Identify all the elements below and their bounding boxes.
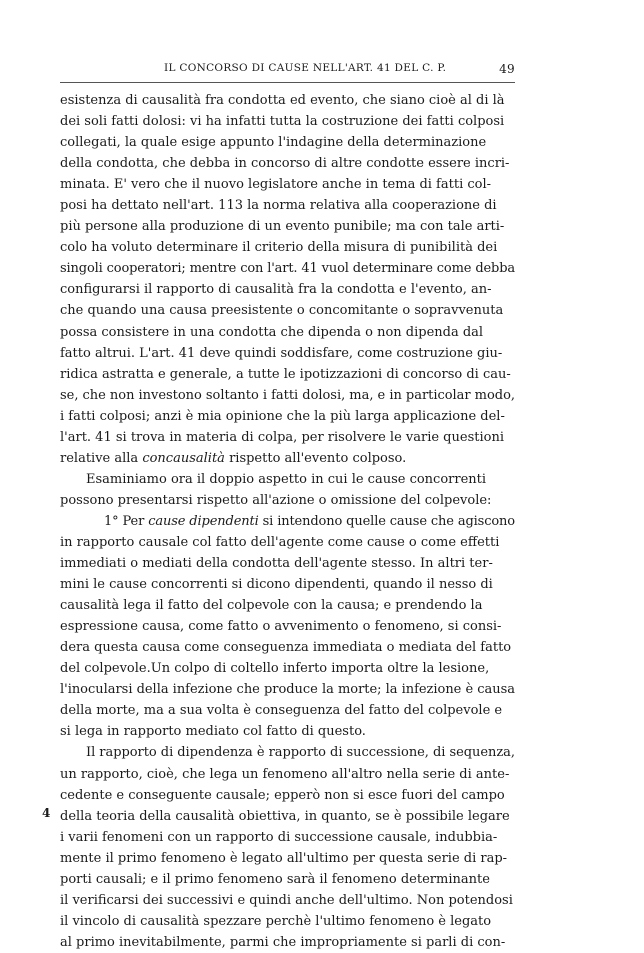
emphasis: concausalità: [142, 450, 225, 466]
text-line: un rapporto, cioè, che lega un fenomeno all'altro nella serie di ante-: [60, 766, 510, 782]
text-line: che quando una causa preesistente o concomitante o sopravvenuta: [60, 303, 504, 319]
text-line: ridica astratta e generale, a tutte le ipotizzazioni di concorso di cau-: [60, 366, 511, 382]
signature-folio: 4: [42, 806, 51, 820]
text-line: possa consistere in una condotta che dipenda o non dipenda dal: [60, 324, 484, 340]
text-line: della teoria della causalità obiettiva, in quanto, se è possibile legare: [60, 808, 510, 824]
text-line: immediati o mediati della condotta dell'agente stesso. In altri ter-: [60, 556, 493, 572]
page-header: [60, 62, 515, 78]
text-line: il vincolo di causalità spezzare perchè l'ultimo fenomeno è legato: [60, 913, 492, 929]
text-line: fatto altrui. L'art. 41 deve quindi soddisfare, come costruzione giu-: [60, 345, 503, 361]
text-line: configurarsi il rapporto di causalità fra la condotta e l'evento, an-: [60, 282, 492, 298]
text-line: esistenza di causalità fra condotta ed evento, che siano cioè al di là: [60, 93, 505, 108]
text-line: cedente e conseguente causale; epperò non si esce fuori del campo: [60, 787, 505, 803]
text-line: del colpevole.Un colpo di coltello inferto importa oltre la lesione,: [60, 661, 490, 677]
text-line: dera questa causa come conseguenza immediata o mediata del fatto: [60, 640, 512, 656]
body-text: [60, 90, 515, 953]
paragraph-start-line: Il rapporto di dipendenza è rapporto di successione, di sequenza,: [86, 745, 515, 761]
page-number: 49: [499, 62, 515, 76]
emphasis: cause dipendenti: [148, 513, 259, 529]
text-line: in rapporto causale col fatto dell'agente come cause o come effetti: [60, 534, 500, 550]
text-line: dei soli fatti dolosi: vi ha infatti tutta la costruzione dei fatti colposi: [60, 114, 505, 130]
text-line: possono presentarsi rispetto all'azione o omissione del colpevole:: [60, 492, 492, 508]
text-line: i varii fenomeni con un rapporto di successione causale, indubbia-: [60, 829, 498, 845]
text-line: porti causali; e il primo fenomeno sarà il fenomeno determinante: [60, 871, 490, 887]
text-line: l'inocularsi della infezione che produce la morte; la infezione è causa: [60, 682, 515, 698]
text-line: mente il primo fenomeno è legato all'ultimo per questa serie di rap-: [60, 850, 508, 866]
text-line: causalità lega il fatto del colpevole con la causa; e prendendo la: [60, 598, 483, 614]
paragraph-start-line: Esaminiamo ora il doppio aspetto in cui le cause concorrenti: [86, 471, 487, 487]
running-title: IL CONCORSO DI CAUSE NELL'ART. 41 DEL C. P.: [164, 62, 447, 74]
text-span: relative alla: [60, 450, 143, 466]
text-line: della morte, ma a sua volta è conseguenza del fatto del colpevole e: [60, 703, 503, 719]
text-line: al primo inevitabilmente, parmi che impropriamente si parli di con-: [60, 934, 506, 950]
numbered-item-line: [60, 511, 515, 532]
text-span: rispetto all'evento colposo.: [224, 450, 407, 466]
text-line: l'art. 41 si trova in materia di colpa, per risolvere le varie questioni: [60, 429, 504, 445]
text-line: espressione causa, come fatto o avvenimento o fenomeno, si consi-: [60, 619, 502, 635]
text-line: della condotta, che debba in concorso di altre condotte essere incri-: [60, 156, 510, 172]
text-span: 1° Per: [104, 513, 149, 529]
text-span: si intendono quelle cause che agiscono: [258, 513, 515, 529]
text-line: posi ha dettato nell'art. 113 la norma relativa alla cooperazione di: [60, 198, 497, 214]
text-line: si lega in rapporto mediato col fatto di questo.: [60, 724, 366, 740]
text-line: i fatti colposi; anzi è mia opinione che la più larga applicazione del-: [60, 408, 505, 424]
text-line: mini le cause concorrenti si dicono dipendenti, quando il nesso di: [60, 577, 493, 593]
header-rule: [60, 82, 515, 83]
text-line: se, che non investono soltanto i fatti dolosi, ma, e in particolar modo,: [60, 387, 515, 403]
text-line: collegati, la quale esige appunto l'indagine della determinazione: [60, 135, 487, 151]
text-line: più persone alla produzione di un evento punibile; ma con tale arti-: [60, 219, 505, 235]
text-line: singoli cooperatori; mentre con l'art. 41 vuol determinare come debba: [60, 261, 515, 277]
text-line: [60, 448, 515, 469]
text-line: colo ha voluto determinare il criterio della misura di punibilità dei: [60, 240, 498, 256]
text-line: minata. E' vero che il nuovo legislatore anche in tema di fatti col-: [60, 177, 492, 193]
text-line: il verificarsi dei successivi e quindi anche dell'ultimo. Non potendosi: [60, 892, 513, 908]
